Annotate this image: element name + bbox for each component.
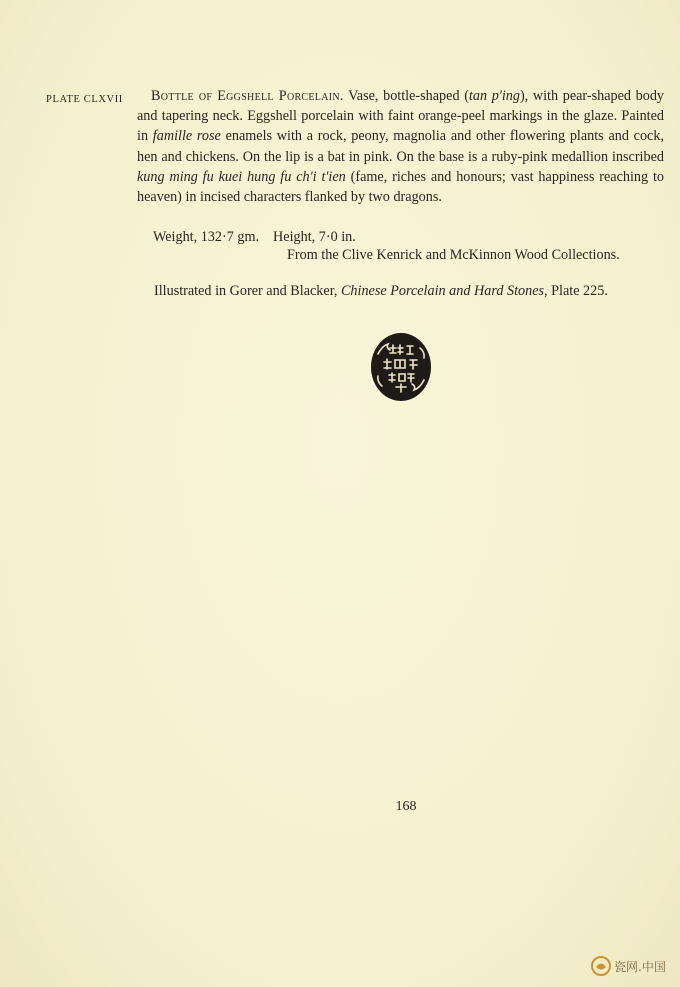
- site-watermark: [590, 955, 666, 977]
- plate-description: [137, 86, 664, 207]
- description-text-1: Vase, bottle-shaped (: [343, 88, 469, 104]
- weight-text: Weight, 132·7 gm.: [153, 229, 260, 245]
- description-italic-2: famille rose: [152, 128, 221, 145]
- watermark-text: 瓷网.中国: [614, 959, 666, 974]
- plate-label: PLATE CLXVII: [46, 94, 123, 105]
- description-text-2: ), with pear-shaped body and tapering neck. Eggshell porcelain with faint orange-peel markings in the glaze. Painted in: [137, 88, 665, 145]
- illustrated-suffix: , Plate 225.: [544, 283, 608, 299]
- description-text-4: (fame, riches and honours; vast happiness reaching to heaven) in incised characters flanked by two dragons.: [137, 168, 664, 206]
- provenance-text: From the Clive Kenrick and McKinnon Wood Collections.: [287, 247, 620, 263]
- description-italic-3: kung ming fu kuei hung fu ch'i t'ien: [137, 168, 346, 185]
- page-number: 168: [395, 799, 417, 814]
- seal-medallion-icon: [370, 332, 432, 402]
- description-text-3: enamels with a rock, peony, magnolia and other flowering plants and cock, hen and chickens. On the lip is a bat in pink. On the base is a ruby-pink medallion inscribed: [137, 128, 664, 165]
- measurements: [153, 229, 356, 246]
- illustrated-book-title: Chinese Porcelain and Hard Stones: [340, 283, 545, 299]
- illustrated-prefix: Illustrated in Gorer and Blacker,: [154, 283, 341, 299]
- height-text: Height, 7·0 in.: [273, 229, 356, 245]
- object-title: Bottle of Eggshell Porcelain.: [151, 88, 344, 104]
- illustrated-reference: [154, 283, 608, 300]
- watermark-logo-icon: [590, 955, 612, 977]
- description-italic-1: tan p'ing: [468, 88, 520, 104]
